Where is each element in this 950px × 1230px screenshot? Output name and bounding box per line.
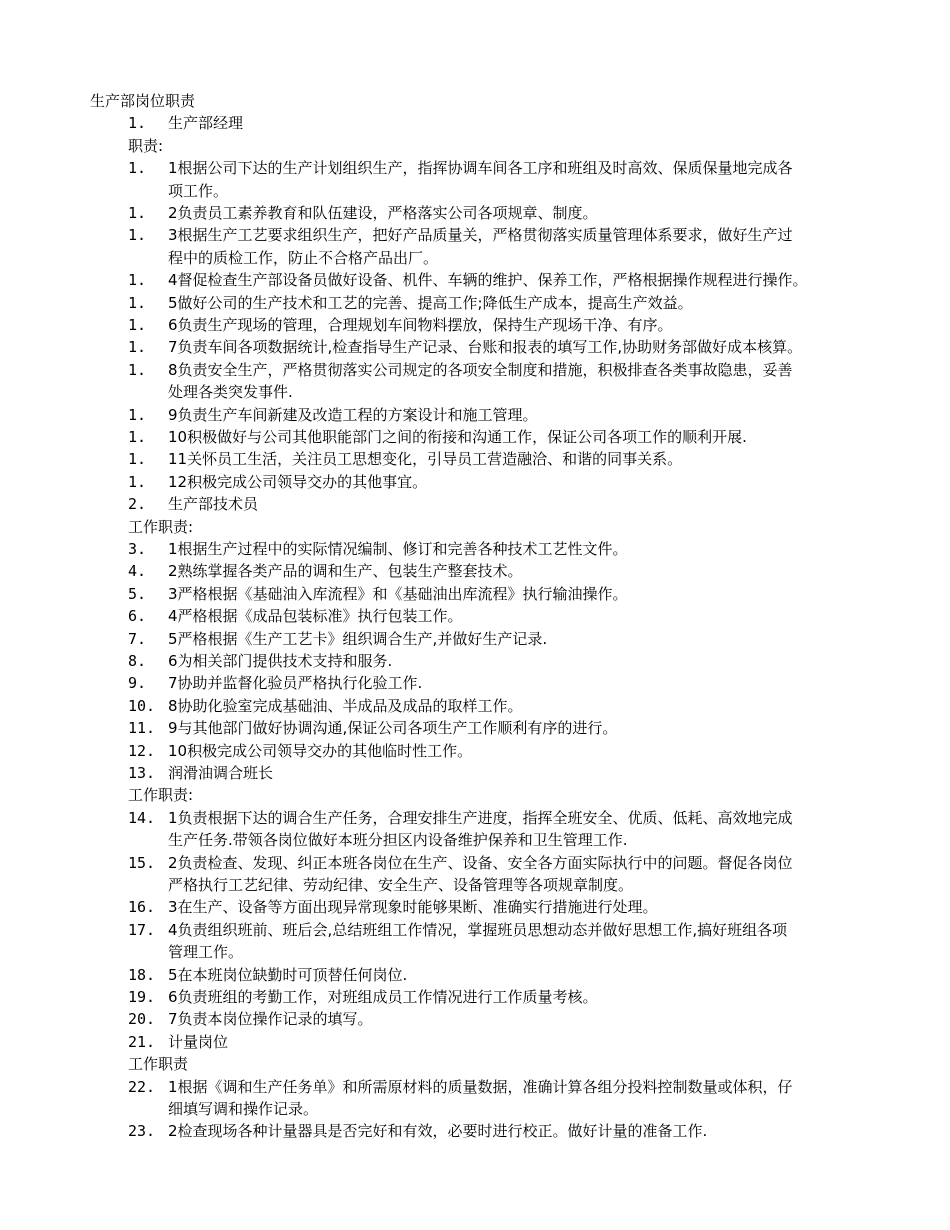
list-item-number: 1. (128, 204, 147, 222)
list-item-number: 11. (128, 719, 156, 738)
list-item-number: 4. (128, 562, 147, 581)
list-item-text: 4严格根据《成品包装标准》执行包装工作。 (168, 607, 463, 626)
list-item-number: 8. (128, 652, 147, 670)
list-item-number: 5. (128, 584, 147, 603)
list-item-number: 22. (128, 1077, 156, 1096)
list-item-text: 3根据生产工艺要求组织生产，把好产品质量关，严格贯彻落实质量管理体系要求，做好生产过 (168, 226, 793, 245)
list-item-number: 16. (128, 898, 156, 917)
list-item-text: 6负责生产现场的管理，合理规划车间物料摆放，保持生产现场干净、有序。 (168, 316, 673, 334)
list-item-text: 2负责员工素养教育和队伍建设，严格落实公司各项规章、制度。 (168, 204, 598, 222)
list-item-text: 10积极完成公司领导交办的其他临时性工作。 (168, 741, 473, 760)
list-item-text: 5做好公司的生产技术和工艺的完善、提高工作;降低生产成本，提高生产效益。 (168, 293, 693, 312)
list-item-text: 处理各类突发事件. (168, 383, 293, 402)
list-item-number: 1. (128, 360, 147, 379)
list-item-number: 1. (128, 159, 147, 178)
list-item-number: 23. (128, 1122, 156, 1141)
section-heading: 润滑油调合班长 (168, 764, 274, 782)
list-item-text: 1根据《调和生产任务单》和所需原材料的质量数据，准确计算各组分投料控制数量或体积，仔 (168, 1077, 793, 1096)
list-item-number: 19. (128, 988, 156, 1006)
list-item-number: 1. (128, 226, 147, 245)
list-item-number: 1. (128, 271, 147, 290)
list-item-number: 14. (128, 808, 156, 827)
list-item-text: 4负责组织班前、班后会,总结班组工作情况，掌握班员思想动态并做好思想工作,搞好班组各项 (168, 920, 788, 939)
list-item-number: 17. (128, 920, 156, 939)
list-item-text: 9与其他部门做好协调沟通,保证公司各项生产工作顺利有序的进行。 (168, 719, 618, 738)
list-item-number: 1. (128, 428, 147, 446)
list-item-number: 18. (128, 965, 156, 984)
list-item-text: 2负责检查、发现、纠正本班各岗位在生产、设备、安全各方面实际执行中的问题。督促各岗位 (168, 853, 793, 872)
list-item-text: 7负责本岗位操作记录的填写。 (168, 1010, 373, 1029)
list-item-text: 12积极完成公司领导交办的其他事宜。 (168, 472, 428, 491)
section-subheading: 工作职责: (128, 786, 194, 805)
section-number: 13. (128, 764, 156, 782)
section-subheading: 工作职责 (128, 1055, 189, 1074)
list-item-number: 6. (128, 607, 147, 626)
list-item-text: 生产任务.带领各岗位做好本班分担区内设备维护保养和卫生管理工作. (168, 831, 628, 850)
list-item-text: 3在生产、设备等方面出现异常现象时能够果断、准确实行措施进行处理。 (168, 898, 658, 917)
list-item-number: 1. (128, 293, 147, 312)
list-item-number: 3. (128, 540, 147, 558)
list-item-number: 1. (128, 472, 147, 491)
section-number: 21. (128, 1032, 156, 1051)
section-subheading: 工作职责: (128, 517, 194, 536)
list-item-number: 1. (128, 450, 147, 469)
list-item-number: 7. (128, 629, 147, 648)
list-item-text: 6负责班组的考勤工作，对班组成员工作情况进行工作质量考核。 (168, 988, 598, 1006)
list-item-text: 5严格根据《生产工艺卡》组织调合生产,并做好生产记录. (168, 629, 548, 648)
list-item-text: 8协助化验室完成基础油、半成品及成品的取样工作。 (168, 696, 523, 715)
list-item-text: 程中的质检工作，防止不合格产品出厂。 (168, 248, 439, 267)
section-heading: 生产部经理 (168, 114, 244, 133)
list-item-text: 2检查现场各种计量器具是否完好和有效，必要时进行校正。做好计量的准备工作. (168, 1122, 708, 1141)
list-item-text: 5在本班岗位缺勤时可顶替任何岗位. (168, 965, 408, 984)
list-item-text: 管理工作。 (168, 943, 244, 962)
list-item-text: 2熟练掌握各类产品的调和生产、包装生产整套技术。 (168, 562, 523, 581)
list-item-text: 1根据生产过程中的实际情况编制、修订和完善各种技术工艺性文件。 (168, 540, 628, 558)
section-number: 1. (128, 114, 147, 133)
list-item-number: 12. (128, 741, 156, 760)
list-item-text: 11关怀员工生活，关注员工思想变化，引导员工营造融洽、和谐的同事关系。 (168, 450, 683, 469)
list-item-number: 1. (128, 338, 147, 357)
section-number: 2. (128, 495, 147, 514)
list-item-number: 9. (128, 674, 147, 693)
list-item-text: 7协助并监督化验员严格执行化验工作. (168, 674, 423, 693)
list-item-number: 15. (128, 853, 156, 872)
list-item-text: 9负责生产车间新建及改造工程的方案设计和施工管理。 (168, 405, 538, 424)
list-item-number: 10. (128, 696, 156, 715)
list-item-text: 6为相关部门提供技术支持和服务. (168, 652, 393, 670)
section-heading: 计量岗位 (168, 1032, 229, 1051)
list-item-text: 1负责根据下达的调合生产任务，合理安排生产进度，指挥全班安全、优质、低耗、高效地完成 (168, 808, 793, 827)
list-item-text: 1根据公司下达的生产计划组织生产，指挥协调车间各工序和班组及时高效、保质保量地完成各 (168, 159, 793, 178)
list-item-number: 20. (128, 1010, 156, 1029)
list-item-text: 3严格根据《基础油入库流程》和《基础油出库流程》执行输油操作。 (168, 584, 628, 603)
document-title: 生产部岗位职责 (90, 92, 196, 110)
list-item-text: 严格执行工艺纪律、劳动纪律、安全生产、设备管理等各项规章制度。 (168, 876, 634, 894)
list-item-number: 1. (128, 316, 147, 334)
section-heading: 生产部技术员 (168, 495, 259, 514)
list-item-text: 细填写调和操作记录。 (168, 1100, 319, 1118)
list-item-text: 10积极做好与公司其他职能部门之间的衔接和沟通工作，保证公司各项工作的顺利开展. (168, 428, 747, 446)
section-subheading: 职责: (128, 136, 164, 155)
list-item-number: 1. (128, 405, 147, 424)
list-item-text: 8负责安全生产，严格贯彻落实公司规定的各项安全制度和措施，积极排查各类事故隐患，妥善 (168, 360, 793, 379)
list-item-text: 4督促检查生产部设备员做好设备、机件、车辆的维护、保养工作，严格根据操作规程进行操作。 (168, 271, 808, 290)
list-item-text: 项工作。 (168, 181, 229, 200)
list-item-text: 7负责车间各项数据统计,检查指导生产记录、台账和报表的填写工作,协助财务部做好成本核算。 (168, 338, 803, 357)
